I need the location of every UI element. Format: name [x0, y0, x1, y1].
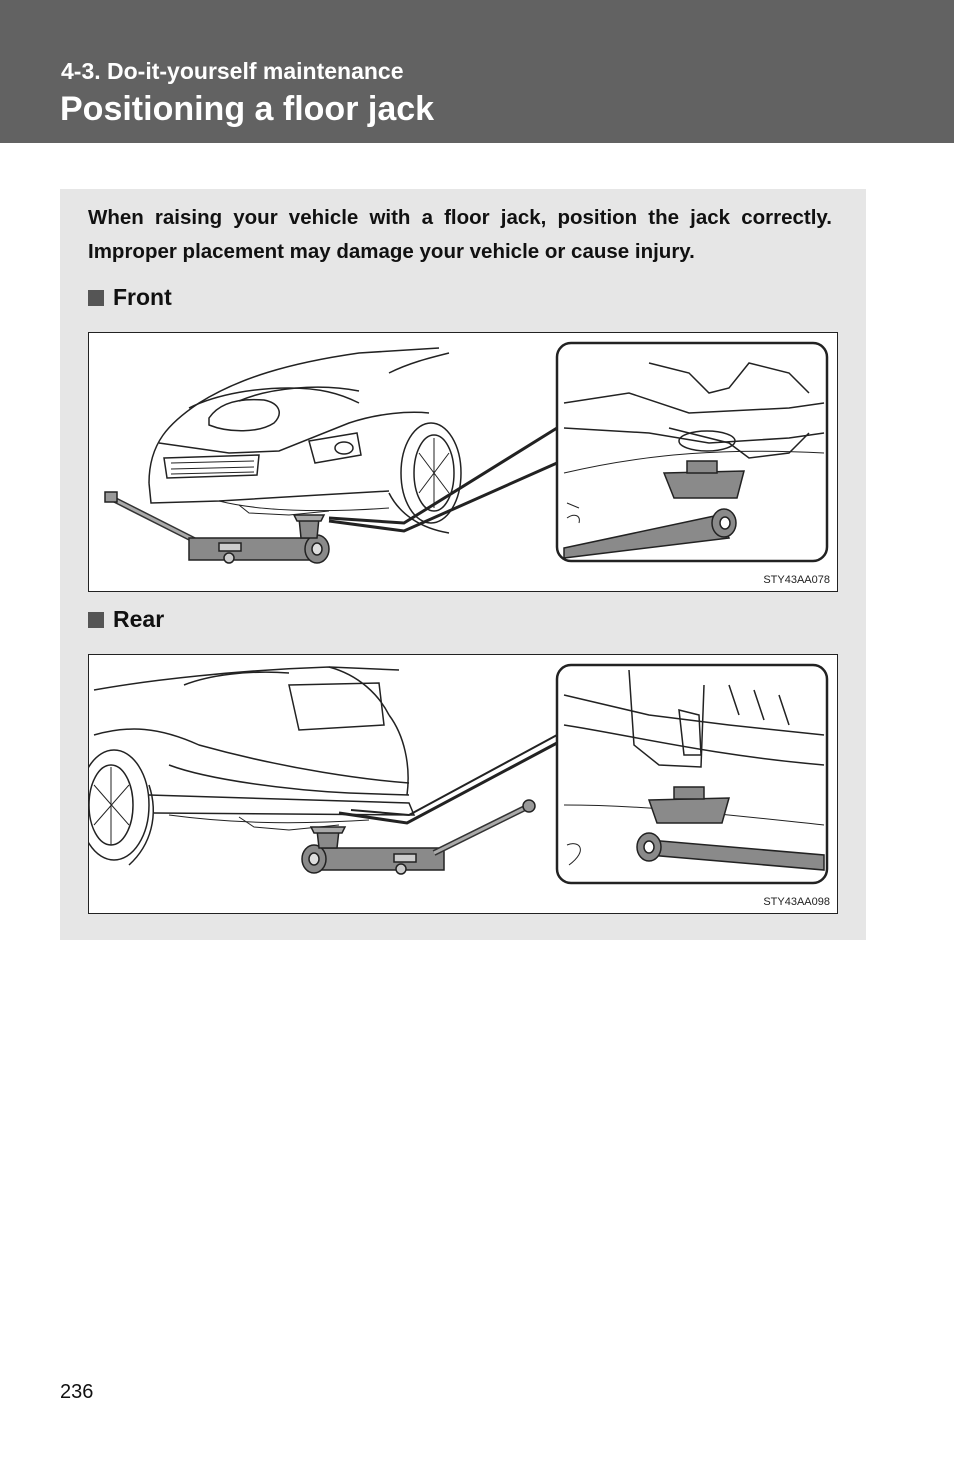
- rear-jack-figure: [88, 654, 838, 914]
- front-heading: [88, 284, 172, 311]
- page-number: 236: [60, 1381, 94, 1403]
- front-heading-label: Front: [113, 284, 172, 310]
- front-figure-code: STY43AA078: [763, 574, 830, 586]
- square-bullet-icon: [88, 612, 104, 628]
- rear-heading: [88, 606, 164, 633]
- square-bullet-icon: [88, 290, 104, 306]
- front-jack-figure: [88, 332, 838, 592]
- rear-figure-code: STY43AA098: [763, 896, 830, 908]
- intro-text: When raising your vehicle with a floor jack, position the jack correctly. Improper placement may damage your vehicle or cause injury.: [88, 206, 832, 263]
- content-panel: [60, 189, 866, 940]
- rear-car-jack-illustration: [89, 655, 837, 913]
- section-label: 4-3. Do-it-yourself maintenance: [61, 58, 404, 84]
- rear-heading-label: Rear: [113, 606, 165, 632]
- page-title: Positioning a floor jack: [60, 90, 435, 128]
- front-car-jack-illustration: [89, 333, 837, 591]
- page-header: [0, 0, 954, 143]
